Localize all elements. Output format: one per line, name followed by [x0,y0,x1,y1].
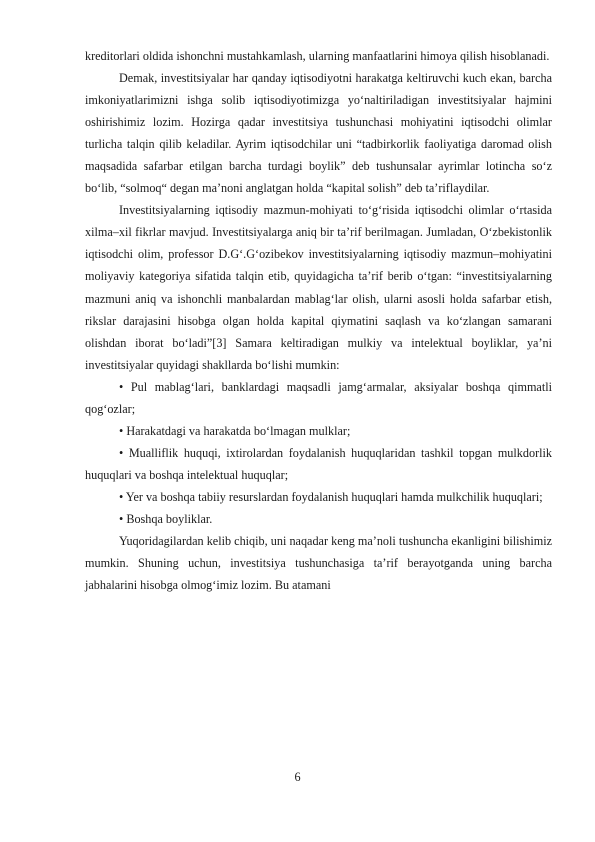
list-item-money: • Pul mablag‘lari, banklardagi maqsadli jamg‘armalar, aksiyalar boshqa qimmatli qog‘ozlar; [85,379,552,416]
paragraph-conclusion: Yuqoridagilardan kelib chiqib, uni naqadar keng ma’noli tushuncha ekanligini bilishimiz mumkin. Shuning uchun, investitsiya tushunchasiga ta’rif berayotganda uning barcha jabhalarini hisobga olmog‘imiz lozim. Bu atamani [85,534,552,593]
list-item-copyright: • Mualliflik huquqi, ixtirolardan foydalanish huquqlaridan tashkil topgan mulkdorlik huquqlari va boshqa intelektual huquqlar; [85,445,552,482]
page-number: 6 [294,770,301,784]
list-item-land: • Yer va boshqa tabiiy resurslardan foydalanish huquqlari hamda mulkchilik huquqlari; [119,489,543,504]
list-item-other: • Boshqa boyliklar. [119,511,213,526]
paragraph-3: Investitsiyalarning iqtisodiy mazmun-mohiyati to‘g‘risida iqtisodchi olimlar o‘rtasida xilma–xil fikrlar mavjud. Investitsiyalarga aniq bir ta’rif berilmagan. Jumladan, O‘zbekistonlik iqtisodchi olim, professor D.G‘.G‘ozibekov investitsiyalarning iqtisodiy mazmun–mohiyatini moliyaviy kategoriya sifatida talqin etib, quyidagicha ta’rif berib o‘tgan: “investitsiyalarning mazmuni aniq va ishonchli manbalardan mablag‘lar olish, ularni asosli holda safarbar etish, rikslar darajasini hisobga olgan holda kapital qiymatini saqlash va ko‘zlangan samarani olishdan iborat bo‘ladi”[3] Samara keltiradigan mulkiy va intelektual boyliklar, ya’ni investitsiyalar quyidagi shakllarda bo‘lishi mumkin: [85,203,552,372]
paragraph-2: Demak, investitsiyalar har qanday iqtisodiyotni harakatga keltiruvchi kuch ekan, barcha imkoniyatlarimizni ishga solib iqtisodiyotimizga yo‘naltiriladigan investitsiyalar hajmini oshirishimiz lozim. Hozirga qadar investitsiya tushunchasi mohiyatini iqtisodchi olimlar turlicha talqin qilib keladilar. Ayrim iqtisodchilar uni “tadbirkorlik faoliyatiga daromad olish maqsadida safarbar etilgan barcha turdagi boylik” deb tushunsalar ayrimlar lotincha so‘z bo‘lib, “solmoq“ degan ma’noni anglatgan holda “kapital solish” deb ta’riflaydilar. [85,71,552,196]
body-text [85,45,552,596]
paragraph-1: kreditorlari oldida ishonchni mustahkamlash, ularning manfaatlarini himoya qilish hisoblanadi. [85,49,550,63]
list-item-property: • Harakatdagi va harakatda bo‘lmagan mulklar; [119,423,351,438]
